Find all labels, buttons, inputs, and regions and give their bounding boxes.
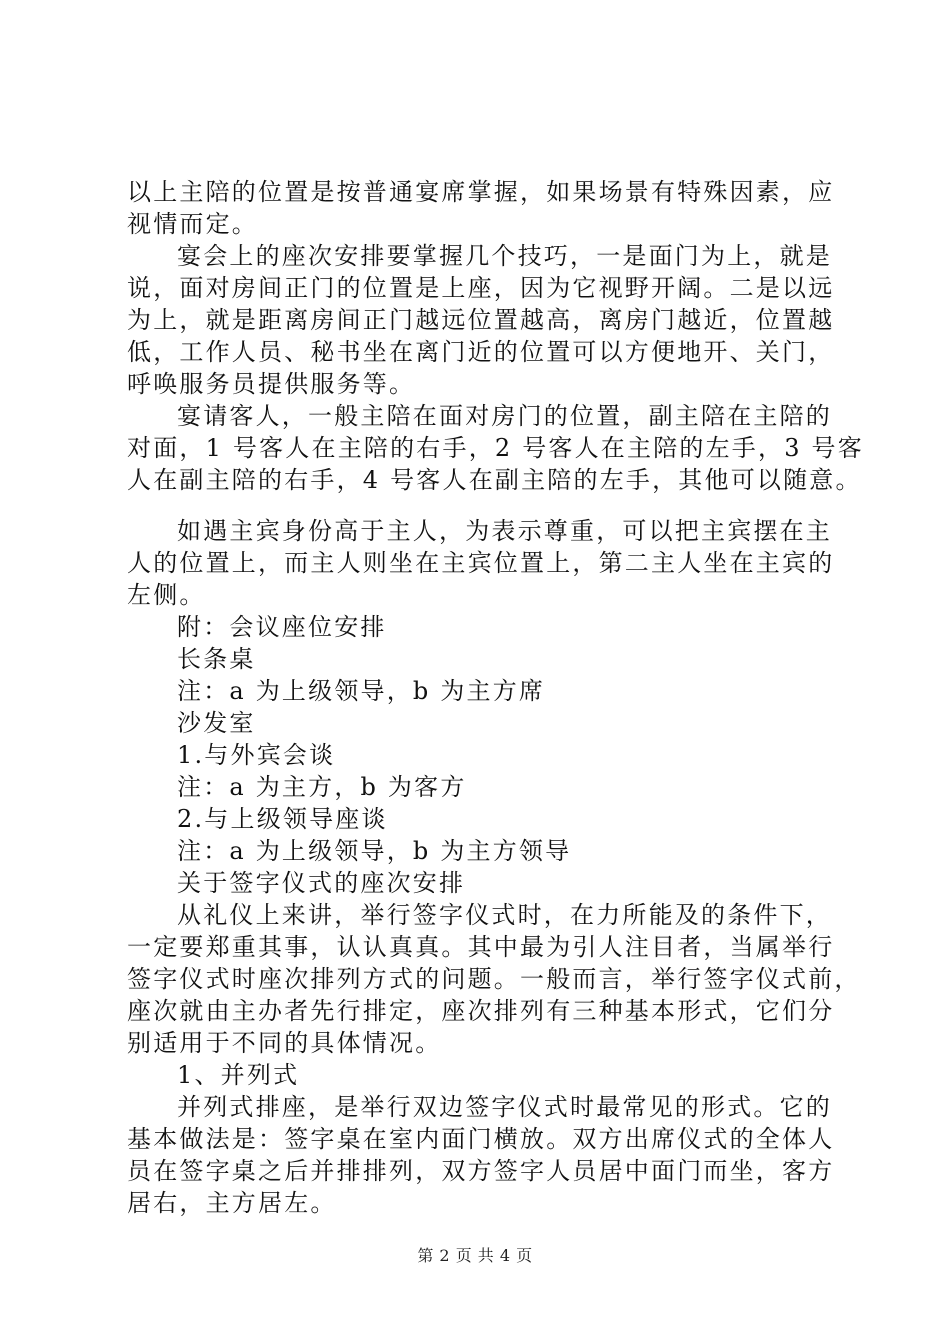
text-line: 左侧。 bbox=[127, 581, 206, 609]
text-line: 人的位置上，而主人则坐在主宾位置上，第二主人坐在主宾的 bbox=[127, 549, 835, 577]
text-line: 居右，主方居左。 bbox=[127, 1189, 337, 1217]
list-item: 1.与外宾会谈 bbox=[177, 741, 336, 769]
document-body bbox=[127, 176, 864, 1219]
text-line: 别适用于不同的具体情况。 bbox=[127, 1029, 442, 1057]
subheading: 长条桌 bbox=[177, 645, 256, 673]
text-line: 呼唤服务员提供服务等。 bbox=[127, 370, 416, 398]
text-line: 人在副主陪的右手，4 号客人在副主陪的左手，其他可以随意。 bbox=[127, 466, 862, 494]
section-heading: 关于签字仪式的座次安排 bbox=[177, 869, 466, 897]
text-line: 从礼仪上来讲，举行签字仪式时，在力所能及的条件下， bbox=[177, 901, 832, 929]
text-line: 宴会上的座次安排要掌握几个技巧，一是面门为上，就是 bbox=[177, 242, 832, 270]
note-line: 注：a 为上级领导，b 为主方席 bbox=[177, 677, 546, 705]
text-line: 以上主陪的位置是按普通宴席掌握，如果场景有特殊因素，应 bbox=[127, 178, 835, 206]
text-line: 座次就由主办者先行排定，座次排列有三种基本形式，它们分 bbox=[127, 997, 835, 1025]
section-heading: 附：会议座位安排 bbox=[177, 613, 387, 641]
page-footer bbox=[0, 1246, 950, 1266]
text-line: 基本做法是：签字桌在室内面门横放。双方出席仪式的全体人 bbox=[127, 1125, 835, 1153]
text-line: 签字仪式时座次排列方式的问题。一般而言，举行签字仪式前， bbox=[127, 965, 861, 993]
page-number-label: 第 2 页 共 4 页 bbox=[417, 1246, 533, 1265]
text-line: 低，工作人员、秘书坐在离门近的位置可以方便地开、关门， bbox=[127, 338, 835, 366]
list-item: 2.与上级领导座谈 bbox=[177, 805, 388, 833]
text-line: 对面，1 号客人在主陪的右手，2 号客人在主陪的左手，3 号客 bbox=[127, 434, 864, 462]
note-line: 注：a 为主方，b 为客方 bbox=[177, 773, 467, 801]
text-line: 说，面对房间正门的位置是上座，因为它视野开阔。二是以远 bbox=[127, 274, 835, 302]
text-line: 员在签字桌之后并排排列，双方签字人员居中面门而坐，客方 bbox=[127, 1157, 835, 1185]
note-line: 注：a 为上级领导，b 为主方领导 bbox=[177, 837, 572, 865]
text-line: 宴请客人，一般主陪在面对房门的位置，副主陪在主陪的 bbox=[177, 402, 832, 430]
subheading: 沙发室 bbox=[177, 709, 256, 737]
text-line: 一定要郑重其事，认认真真。其中最为引人注目者，当属举行 bbox=[127, 933, 835, 961]
text-line: 并列式排座，是举行双边签字仪式时最常见的形式。它的 bbox=[177, 1093, 832, 1121]
subheading: 1、并列式 bbox=[177, 1061, 300, 1089]
paragraph-gap bbox=[127, 496, 839, 515]
text-line: 视情而定。 bbox=[127, 210, 258, 238]
text-line: 为上，就是距离房间正门越远位置越高，离房门越近，位置越 bbox=[127, 306, 835, 334]
text-line: 如遇主宾身份高于主人，为表示尊重，可以把主宾摆在主 bbox=[177, 517, 832, 545]
